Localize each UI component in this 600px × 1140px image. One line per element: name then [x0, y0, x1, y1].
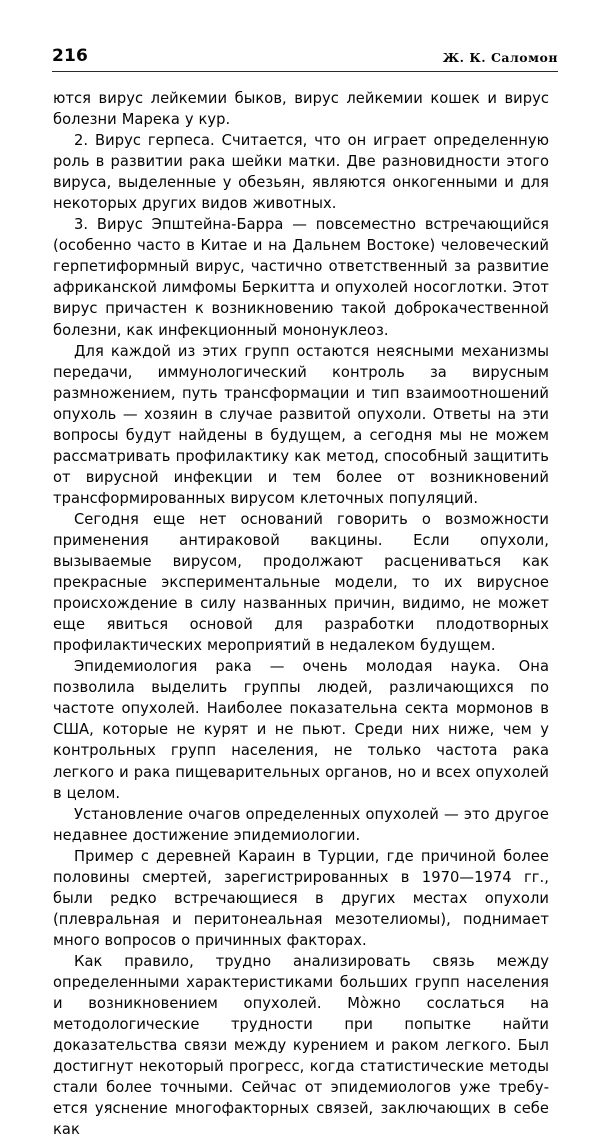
paragraph: Для каждой из этих групп остаются неясными механизмы передачи, иммунологический контроль за вирусным размножением, путь трансформации и тип взаимоотношений опухоль — хозяин в случае развитой опухоли. Ответы на эти вопросы будут найдены в будущем, а сегодня мы не можем рассматривать профилактику как метод, способный защитить от вирусной инфекции и тем более от возникновений трансформированных вирусом клеточных популяций. — [53, 342, 549, 507]
paragraph: Как правило, трудно анализировать связь между определенными характеристиками больших групп населения и возникновением опухолей. Мо̀жно сослаться на методологические трудности при попытке найти доказательства связи между курением и раком легкого. Был достигнут некоторый прогресс, когда статистические методы стали более точными. Сейчас от эпидемиологов уже требуется уяснение многофакторных связей, заключающих в себе как — [53, 952, 549, 1139]
paragraph: Эпидемиология рака — очень молодая наука. Она позволила выделить группы людей, различающихся по частоте опухолей. Наиболее показательна секта мормонов в США, которые не курят и не пьют. Среди них ниже, чем у контрольных групп населения, не только частота рака легкого и рака пищеварительных органов, но и всех опухолей в целом. — [53, 658, 549, 802]
paragraph: Сегодня еще нет оснований говорить о возможности применения антираковой вакцины. Если опухоли, вызываемые вирусом, продолжают расцениваться как прекрасные экспериментальные модели, то их вирусное происхождение в силу названных причин, видимо, не может еще явиться основой для разработки плодотворных профилактических мероприятий в недалеком будущем. — [53, 510, 549, 655]
paragraph: ются вирус лейкемии быков, вирус лейкемии кошек и вирус болезни Марека у кур. — [53, 90, 549, 129]
paragraph: 3. Вирус Эпштейна-Барра — повсеместно встречающийся (особенно часто в Китае и на Дальнем Востоке) человеческий герпетиформный вирус, частично ответственный за развитие африканской лимфомы Беркитта и опухолей носоглотки. Этот вирус причастен к возникновению такой доброкачественной болезни, как инфекционный мононуклеоз. — [53, 216, 549, 339]
header-divider-rule — [52, 71, 558, 72]
running-author-name: Ж. К. Саломон — [442, 50, 558, 65]
body-text-column — [53, 88, 549, 1140]
page-number: 216 — [52, 46, 89, 66]
paragraph: Установление очагов определенных опухолей — это другое недавнее достижение эпидемиологии. — [53, 805, 549, 844]
paragraph: 2. Вирус герпеса. Считается, что он играет определенную роль в развитии рака шейки матки. Две разновидности этого вируса, выделенные у обезьян, являются онкогенными и для некоторых других видов животных. — [53, 132, 549, 213]
paragraph: Пример с деревней Караин в Турции, где причиной более половины смертей, зарегистрированных в 1970—1974 гг., были редко встречающиеся в других местах опухоли (плевральная и перитонеальная мезотелиомы), поднимает много вопросов о причинных факторах. — [53, 847, 549, 949]
running-head — [52, 46, 558, 70]
